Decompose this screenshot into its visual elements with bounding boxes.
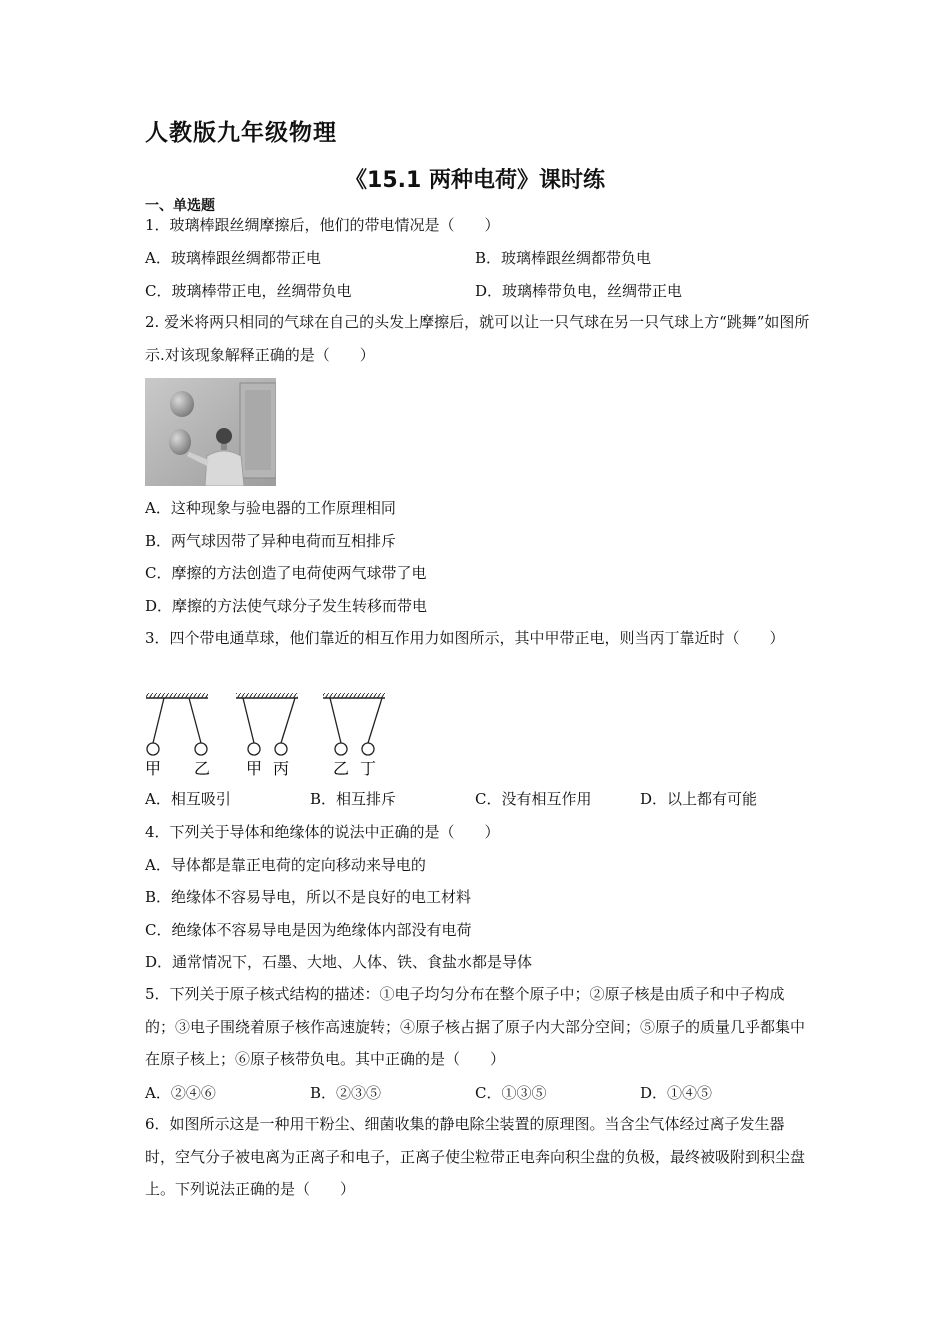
- q2-option-c: C．摩擦的方法创造了电荷使两气球带了电: [145, 564, 427, 582]
- label-yi-2: 乙: [333, 759, 350, 778]
- thread-bing: [281, 698, 295, 743]
- q1-option-c: C．玻璃棒带正电，丝绸带负电: [145, 282, 352, 300]
- ball-ding: [362, 743, 374, 755]
- q3-stem: 3．四个带电通草球，他们靠近的相互作用力如图所示，其中甲带正电，则当丙丁靠近时（ ）: [145, 629, 785, 647]
- q1-option-b: B．玻璃棒跟丝绸都带负电: [475, 249, 652, 267]
- label-bing: 丙: [273, 759, 290, 778]
- pith-ball-svg: [140, 688, 400, 783]
- ball-yi-2: [335, 743, 347, 755]
- document-title: 人教版九年级物理: [145, 120, 337, 146]
- q5-option-a: A．②④⑥: [145, 1084, 216, 1102]
- q3-option-c: C．没有相互作用: [475, 790, 592, 808]
- label-jia-1: 甲: [145, 759, 162, 778]
- section-heading: 一、单选题: [145, 198, 215, 214]
- thread-yi-2: [330, 698, 341, 743]
- q1-stem: 1．玻璃棒跟丝绸摩擦后，他们的带电情况是（ ）: [145, 216, 500, 234]
- q3-option-d: D．以上都有可能: [640, 790, 758, 808]
- ball-jia-2: [248, 743, 260, 755]
- thread-yi-1: [189, 698, 201, 743]
- thread-jia-1: [153, 698, 164, 743]
- thread-ding: [368, 698, 382, 743]
- q4-option-b: B．绝缘体不容易导电，所以不是良好的电工材料: [145, 888, 472, 906]
- q5-stem: 5．下列关于原子核式结构的描述：①电子均匀分布在整个原子中；②原子核是由质子和中子构成的；③电子围绕着原子核作高速旋转；④原子核占据了原子内大部分空间；⑤原子的质量几乎都集中在原子核上；⑥原子核带负电。其中正确的是（ ）: [145, 985, 806, 1068]
- q1-option-d: D．玻璃棒带负电，丝绸带正电: [475, 282, 683, 300]
- balloon-photo: [145, 378, 276, 486]
- q5-option-b: B．②③⑤: [310, 1084, 382, 1102]
- q2-option-a: A．这种现象与验电器的工作原理相同: [145, 499, 396, 517]
- ball-bing: [275, 743, 287, 755]
- q4-option-d: D．通常情况下，石墨、大地、人体、铁、食盐水都是导体: [145, 953, 533, 971]
- ball-jia-1: [147, 743, 159, 755]
- q4-option-c: C．绝缘体不容易导电是因为绝缘体内部没有电荷: [145, 921, 472, 939]
- q3-option-a: A．相互吸引: [145, 790, 231, 808]
- q2-stem: 2. 爱米将两只相同的气球在自己的头发上摩擦后，就可以让一只气球在另一只气球上方“跳舞”如图所示.对该现象解释正确的是（ ）: [145, 313, 810, 364]
- q3-option-b: B．相互排斥: [310, 790, 397, 808]
- q6-stem: 6．如图所示这是一种用干粉尘、细菌收集的静电除尘装置的原理图。当含尘气体经过离子发生器时，空气分子被电离为正离子和电子，正离子使尘粒带正电奔向积尘盘的负极，最终被吸附到积尘盘上。下列说法正确的是（ ）: [145, 1115, 806, 1198]
- q4-option-a: A．导体都是靠正电荷的定向移动来导电的: [145, 856, 426, 874]
- label-yi-1: 乙: [194, 759, 211, 778]
- thread-jia-2: [243, 698, 254, 743]
- q1-option-a: A．玻璃棒跟丝绸都带正电: [145, 249, 321, 267]
- lesson-title: 《15.1 两种电荷》课时练: [345, 168, 605, 193]
- label-jia-2: 甲: [246, 759, 263, 778]
- q5-option-c: C．①③⑤: [475, 1084, 547, 1102]
- q4-stem: 4．下列关于导体和绝缘体的说法中正确的是（ ）: [145, 823, 500, 841]
- q5-option-d: D．①④⑤: [640, 1084, 713, 1102]
- q2-option-b: B．两气球因带了异种电荷而互相排斥: [145, 532, 397, 550]
- q2-option-d: D．摩擦的方法使气球分子发生转移而带电: [145, 597, 428, 615]
- ball-yi-1: [195, 743, 207, 755]
- pith-ball-diagram: [140, 688, 400, 783]
- label-ding: 丁: [360, 759, 377, 778]
